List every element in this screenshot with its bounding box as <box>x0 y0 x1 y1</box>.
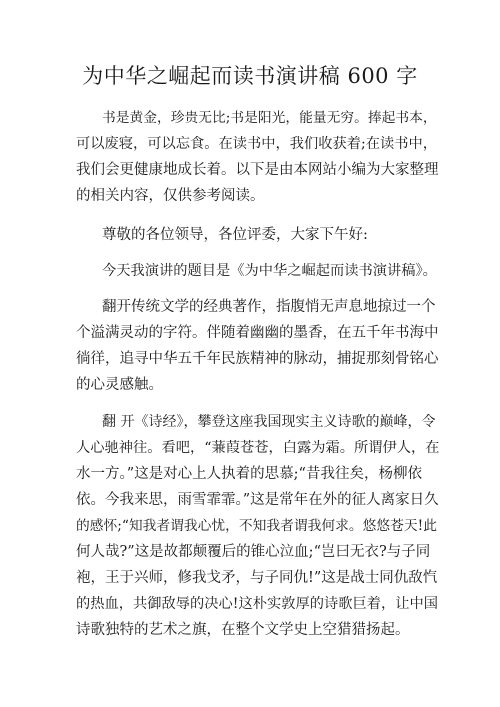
paragraph-4-line-1: 翻开传统文学的经典著作，指腹悄无声息地掠过一个 <box>102 299 436 315</box>
paragraph-4-line-4: 的心灵感触。 <box>76 377 163 393</box>
paragraph-5-line-1: 翻 开《诗经》，攀登这座我国现实主义诗歌的巅峰，令 <box>102 414 436 430</box>
paragraph-4-line-3: 徜徉，追寻中华五千年民族精神的脉动，捕捉那刻骨铭心 <box>76 351 439 367</box>
paragraph-5-line-5: 的感怀;“知我者谓我心忧，不知我者谓我何求。悠悠苍天!此 <box>76 518 437 534</box>
paragraph-1-line-1: 书是黄金，珍贵无比;书是阳光，能量无穷。捧起书本， <box>102 110 437 126</box>
paragraph-4-line-2: 个溢满灵动的字符。伴随着幽幽的墨香，在五千年书海中 <box>76 325 439 341</box>
paragraph-5-line-4: 依。今我来思，雨雪霏霏。”这是常年在外的征人离家日久 <box>76 492 439 508</box>
paragraph-1-line-3: 我们会更健康地成长着。以下是由本网站小编为大家整理 <box>76 162 439 178</box>
paragraph-5-line-7: 袍，王于兴师，修我戈矛，与子同仇!”这是战士同仇敌忾 <box>76 570 438 586</box>
paragraph-5-line-9: 诗歌独特的艺术之旗，在整个文学史上空猎猎扬起。 <box>76 622 410 638</box>
paragraph-2-line-1: 尊敬的各位领导，各位评委，大家下午好: <box>102 227 368 243</box>
document-title: 为中华之崛起而读书演讲稿 600 字 <box>82 64 418 88</box>
paragraph-1-line-4: 的相关内容，仅供参考阅读。 <box>76 188 265 204</box>
paragraph-3-line-1: 今天我演讲的题目是《为中华之崛起而读书演讲稿》。 <box>102 263 437 279</box>
paragraph-1-line-2: 可以废寝，可以忘食。在读书中，我们收获着;在读书中， <box>76 136 438 152</box>
paragraph-5-line-3: 水一方。”这是对心上人执着的思慕;“昔我往矣，杨柳依 <box>76 466 422 482</box>
paragraph-5-line-6: 何人哉?”这是故都颠覆后的锥心泣血;“岂曰无衣?与子同 <box>76 544 431 560</box>
paragraph-5-line-2: 人心驰神往。看吧，“蒹葭苍苍，白露为霜。所谓伊人，在 <box>76 440 440 456</box>
paragraph-5-line-8: 的热血，共御敌辱的决心!这朴实敦厚的诗歌巨着，让中国 <box>76 596 438 612</box>
